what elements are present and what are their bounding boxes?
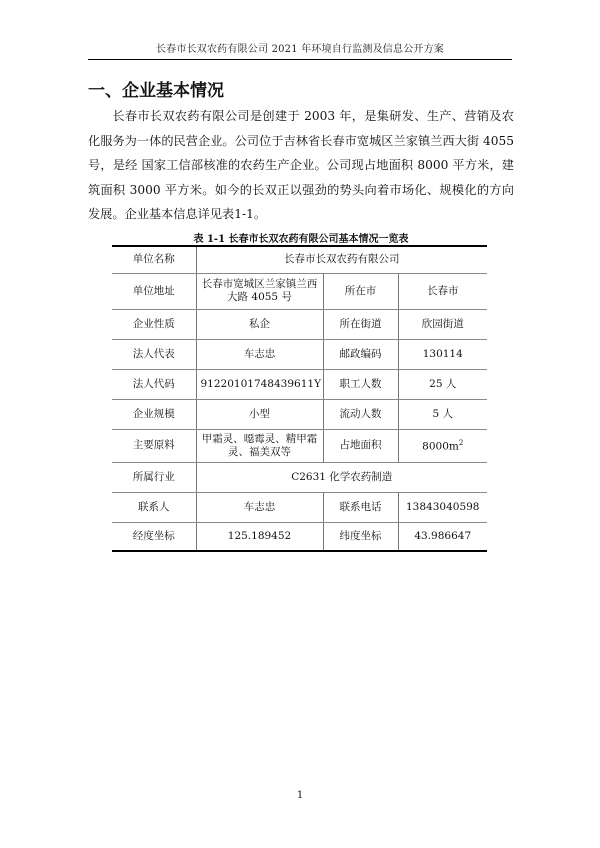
table-row (112, 429, 487, 462)
company-info-table (112, 245, 487, 552)
header-rule (88, 59, 512, 60)
row-label: 所在街道 (323, 309, 398, 339)
section-heading: 一、企业基本情况 (88, 81, 224, 101)
area-unit-superscript: 2 (458, 439, 464, 448)
table-row (112, 522, 487, 551)
table-row (112, 246, 487, 273)
row-value: 小型 (196, 399, 323, 429)
row-value: 私企 (196, 309, 323, 339)
row-label: 主要原料 (112, 429, 196, 462)
table-row (112, 273, 487, 309)
row-value (398, 429, 487, 462)
row-label: 职工人数 (323, 369, 398, 399)
row-label: 企业规模 (112, 399, 196, 429)
table-row (112, 339, 487, 369)
row-label: 法人代码 (112, 369, 196, 399)
row-value: 长春市宽城区兰家镇兰西大路 4055 号 (196, 273, 323, 309)
row-value: C2631 化学农药制造 (196, 462, 487, 492)
table-row (112, 369, 487, 399)
row-value: 长春市 (398, 273, 487, 309)
row-label: 纬度坐标 (323, 522, 398, 551)
row-value: 车志忠 (196, 339, 323, 369)
row-label: 邮政编码 (323, 339, 398, 369)
row-value: 43.986647 (398, 522, 487, 551)
row-label: 企业性质 (112, 309, 196, 339)
row-label: 占地面积 (323, 429, 398, 462)
table-row (112, 309, 487, 339)
table-row (112, 399, 487, 429)
row-value: 车志忠 (196, 492, 323, 522)
row-label: 单位名称 (112, 246, 196, 273)
row-value: 5 人 (398, 399, 487, 429)
row-value: 25 人 (398, 369, 487, 399)
area-value: 8000m (422, 440, 459, 453)
row-label: 流动人数 (323, 399, 398, 429)
row-value: 欣园街道 (398, 309, 487, 339)
row-label: 单位地址 (112, 273, 196, 309)
page-number: 1 (296, 790, 304, 801)
body-paragraph: 长春市长双农药有限公司是创建于 2003 年，是集研发、生产、营销及农化服务为一体的民营企业。公司位于吉林省长春市宽城区兰家镇兰西大街 4055 号，是经 国家工信部核准的农药生产企业。公司现占地面积 8000 平方米，建筑面积 3000 平方米。如今的长双正以强劲的势头向着市场化、规模化的方向发展。企业基本信息详见表1-1。 (88, 109, 514, 221)
page-header: 长春市长双农药有限公司 2021 年环境自行监测及信息公开方案 (155, 44, 444, 55)
row-label: 所在市 (323, 273, 398, 309)
table-caption: 表 1-1 长春市长双农药有限公司基本情况一览表 (193, 234, 409, 245)
table-row (112, 462, 487, 492)
row-label: 所属行业 (112, 462, 196, 492)
row-value: 长春市长双农药有限公司 (196, 246, 487, 273)
row-label: 经度坐标 (112, 522, 196, 551)
row-value: 91220101748439611Y (196, 369, 323, 399)
row-label: 联系人 (112, 492, 196, 522)
row-value: 甲霜灵、噁霉灵、精甲霜灵、福美双等 (196, 429, 323, 462)
row-value: 13843040598 (398, 492, 487, 522)
row-value: 130114 (398, 339, 487, 369)
row-value: 125.189452 (196, 522, 323, 551)
table-row (112, 492, 487, 522)
row-label: 联系电话 (323, 492, 398, 522)
row-label: 法人代表 (112, 339, 196, 369)
